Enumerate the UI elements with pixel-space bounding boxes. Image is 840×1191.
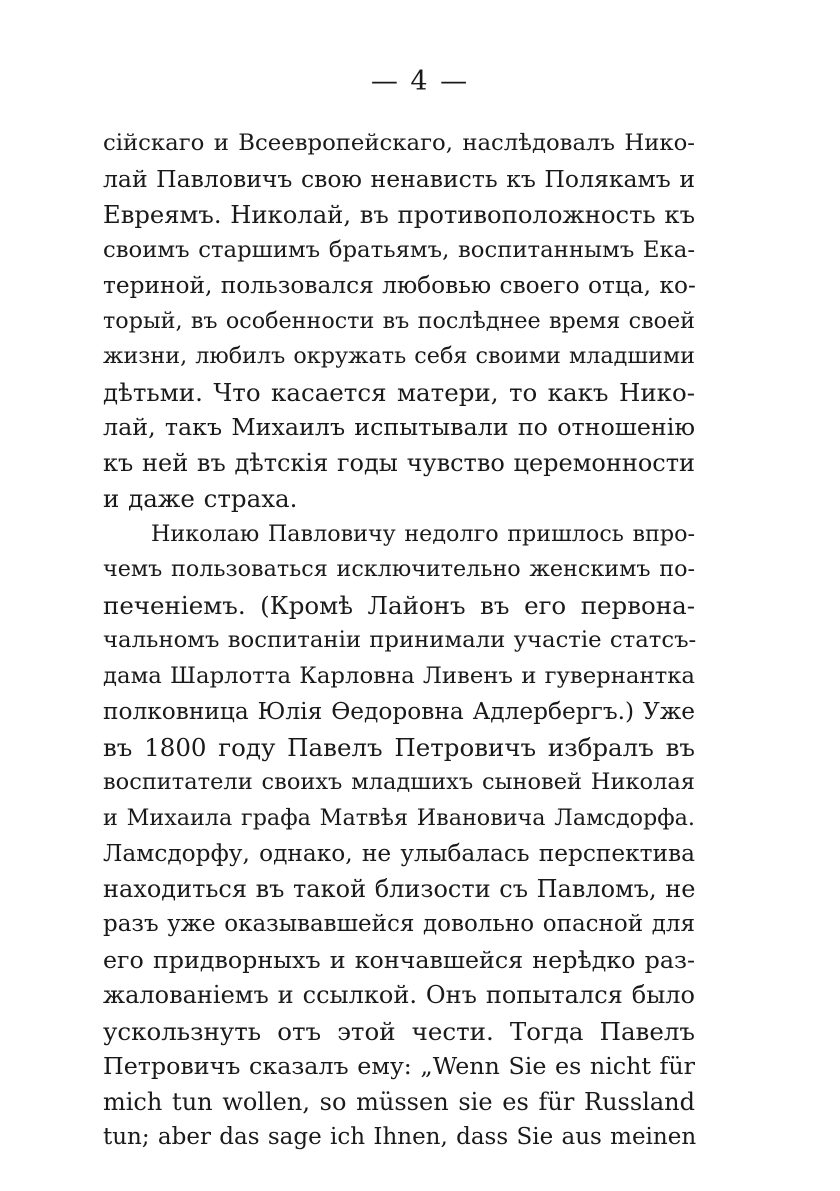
text-line: его придворныхъ и кончавшейся нерѣдко раз- [103,945,695,974]
text-line: и Михаила графа Матвѣя Ивановича Ламсдорфа. [103,804,695,831]
text-line: mich tun wollen, so müssen sie es für Russland [103,1087,695,1116]
text-line: tun; aber das sage ich Ihnen, dass Sie aus meinen [103,1124,697,1150]
text-line: дѣтьми. Что касается матери, то какъ Нико- [103,377,695,407]
text-line: Петровичъ сказалъ ему: „Wenn Sie es nicht für [103,1052,695,1080]
text-line: дама Шарлотта Карловна Ливенъ и гувернантка [103,662,695,689]
text-line: находиться въ такой близости съ Павломъ, не [103,874,696,903]
text-line: Николаю Павловичу недолго пришлось впро- [151,520,695,547]
paragraph-2 [103,517,695,1156]
text-line: Ламсдорфу, однако, не улыбалась перспектива [103,840,695,867]
text-line: лай, такъ Михаилъ испытывали по отношенію [103,413,695,441]
text-line: чемъ пользоваться исключительно женскимъ по- [103,556,695,582]
text-line: и даже страха. [103,484,298,513]
text-line: къ ней въ дѣтскія годы чувство церемонности [103,448,695,477]
text-line: Евреямъ. Николай, въ противоположность къ [103,200,695,229]
text-line: воспитатели своихъ младшихъ сыновей Николая [103,769,695,795]
body-text [103,126,695,1156]
text-line: лай Павловичъ свою ненависть къ Полякамъ и [103,164,695,193]
text-line: въ 1800 году Павелъ Петровичъ избралъ въ [103,732,695,762]
text-line: разъ уже оказывавшейся довольно опасной для [103,911,695,937]
paragraph-1 [103,126,695,517]
page-number: — 4 — [370,66,470,97]
text-line: жалованіемъ и ссылкой. Онъ попытался было [103,981,695,1009]
text-line: торый, въ особенности въ послѣднее время своей [103,307,695,334]
text-line: жизни, любилъ окружать себя своими младшими [103,343,695,369]
text-line: териной, пользовался любовью своего отца, ко- [103,272,696,299]
text-line: чальномъ воспитаніи принимали участіе статсъ- [103,627,697,653]
text-line: печеніемъ. (Кромѣ Лайонъ въ его первона- [103,590,695,620]
text-line: своимъ старшимъ братьямъ, воспитаннымъ Ека- [103,236,695,263]
text-line: полковница Юлія Ѳедоровна Адлербергъ.) Уже [103,698,695,725]
text-line: ускользнуть отъ этой чести. Тогда Павелъ [103,1016,695,1046]
text-line: сійскаго и Всеевропейскаго, наслѣдовалъ Нико- [103,130,695,156]
